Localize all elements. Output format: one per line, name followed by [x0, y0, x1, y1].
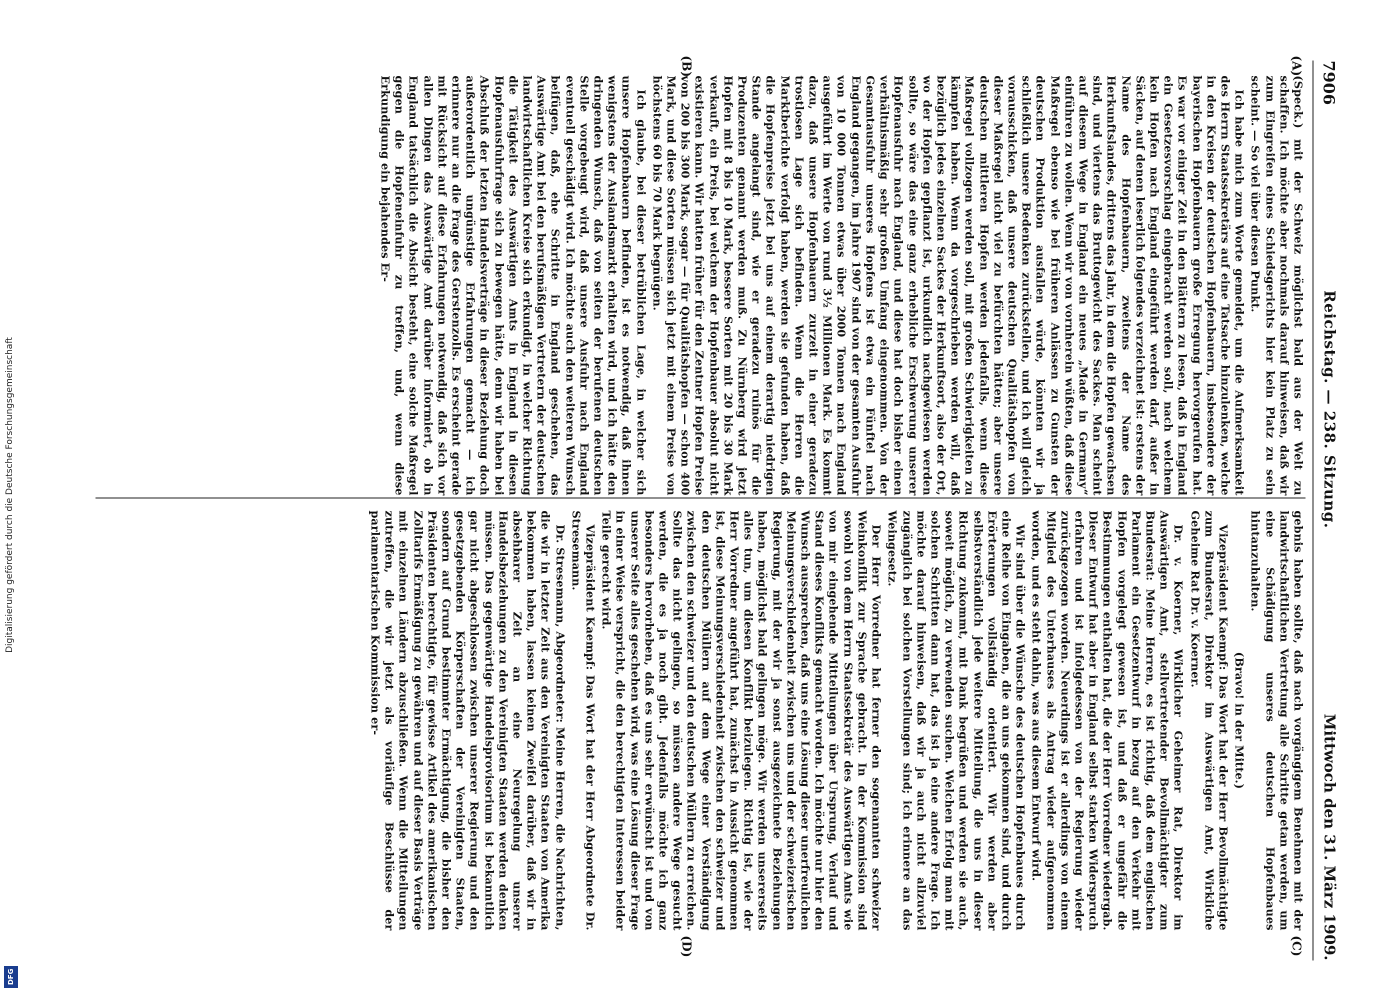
paragraph: (Speck.) mit der Schweiz möglichst bald aus der Welt zu schaffen. Ich möchte aber nochmals darauf hinweisen, daß wir zum Eingreifen eines Schiedsgerichts hier kein Platz zu sein scheint. — So viel über diesen Punkt. — [1248, 75, 1305, 495]
session-title: Reichstag. — 238. Sitzung. — [1320, 289, 1338, 528]
column-divider — [95, 497, 1305, 498]
session-date: Mittwoch den 31. März 1909. — [1320, 713, 1338, 960]
left-column — [376, 75, 1305, 495]
margin-marker-a: (A) — [1289, 55, 1303, 76]
digitization-notice — [0, 0, 22, 1000]
page-number: 7906 — [1319, 60, 1339, 105]
paragraph: Der Herr Vorredner hat ferner den sogenannten schweizer Weinkonflikt zur Sprache gebracht. In der Kommission sind sowohl von dem Herrn Staatssekretär des Auswärtigen Amts wie von mir eingehende Mitteilungen über Ursprung, Verlauf und Stand dieses Konflikts gemacht worden. Ich möchte nur hier den Wunsch aussprechen, daß uns eine Lösung dieser unerfreulichen Meinungsverschiedenheit zwischen uns und der schweizerischen Regierung, mit der wir ja sonst ausgezeichnete Beziehungen haben, möglichst bald gelingen möge. Wir werden unsererseits alles tun, um diesen Konflikt beizulegen. Richtig ist, wie der Herr Vorredner angeführt hat, zunächst in Aussicht genommen ist, diese Meinungsverschiedenheit zwischen den schweizer und den deutschen Müllern auf dem Wege einer Verständigung zwischen den schweizer und den deutschen Müllern zu erreichen. Sollte das nicht gelingen, so müssen andere Wege gesucht werden, die es ja noch gibt. Jedenfalls möchte ich ganz besonders hervorheben, daß es uns sehr erwünscht ist und von unserer Seite alles geschehen wird, was eine Lösung dieser Frage in einer Weise verspricht, die den berechtigten Interessen beider Teile gerecht wird. — [599, 510, 884, 930]
paragraph: Vizepräsident Kaempf: Das Wort hat der Herr Abgeordnete Dr. Stresemann. — [568, 510, 598, 930]
applause-note: (Bravo! in der Mitte.) — [1232, 651, 1247, 789]
paragraph: Dr. Stresemann, Abgeordneter: Meine Herren, die Nachrichten, die wir in letzter Zeit aus den Vereinigten Staaten von Amerika bekommen haben, lassen keinen Zweifel darüber, daß wir in absehbarer Zeit an eine Neuregelung unserer Handelsbeziehungen zu den Vereinigten Staaten werden denken müssen. Das gegenwärtige Handelsprovisorium ist bekanntlich gar nicht abgeschlossen zwischen unserer Regierung und den gesetzgebenden Körperschaften der Vereinigten Staaten, sondern auf Grund bestimmter Ermächtigung, die bisher den Präsidenten berechtigte, für gewisse Artikel des amerikanischen Zolltarifs Ermäßigung zu gewähren und auf dieser Basis Verträge mit einzelnen Ländern abzuschließen. Wenn die Mitteilungen zutreffen, die wir jetzt als vorläufige Beschlüsse der parlamentarischen Kommission er- — [368, 510, 567, 930]
margin-marker-c: (C) — [1289, 935, 1303, 956]
margin-marker-b: (B) — [679, 55, 693, 77]
header-rule — [1312, 60, 1313, 960]
paragraph: Ich habe mich zum Worte gemeldet, um die Aufmerksamkeit des Herrn Staatssekretärs auf eine Tatsache hinzulenken, welche in den Kreisen der deutschen Hopfenbauern, insbesondere der bayerischen Hopfenbauern große Erregung hervorgerufen hat. Es war vor einiger Zeit in den Blättern zu lesen, daß in England ein Gesetzesvorschlag eingebracht werden soll, nach welchem kein Hopfen nach England eingeführt werden darf, außer in Säcken, auf denen leserlich folgendes verzeichnet ist: erstens der Name des Hopfenbauern, zweitens der Name des Herkunftslandes, drittens das Jahr, in dem die Hopfen gewachsen sind, und viertens das Bruttogewicht des Sackes. Man scheint auf diesem Wege in England ein neues „Made in Germany“ einführen zu wollen. Wenn wir von vornherein wüßten, daß diese Maßregel ebenso wie bei früheren Anlässen zu Gunsten der deutschen Produktion ausfallen würde, könnten wir ja schließlich unsere Bedenken zurückstellen, und ich will gleich vorausschicken, daß unsere deutschen Qualitätshopfen von dieser Maßregel nicht viel zu befürchten hätten; aber unsere deutschen mittleren Hopfen werden jedenfalls, wenn diese Maßregel vollzogen werden soll, mit großen Schwierigkeiten zu kämpfen haben. Wenn da vorgeschrieben werden will, daß bezüglich jedes einzelnen Sackes der Herkunftsort, also der Ort, wo der Hopfen gepflanzt ist, urkundlich nachgewiesen werden sollte, so wäre das eine ganz erhebliche Erschwerung unserer Hopfenausfuhr nach England, und diese hat doch bisher einen verhältnismäßig sehr großen Umfang eingenommen. Von der Gesamtausfuhr unseres Hopfens ist etwa ein Fünftel nach England gegangen, im Jahre 1907 sind von der gesamten Ausfuhr von 10 000 Tonnen etwas über 2000 Tonnen nach England ausgeführt im Werte von rund 3½ Millionen Mark. Es kommt dazu, daß unsere Hopfenbauern zurzeit in einer geradezu trostlosen Lage sich befinden. Wenn die Herren die Marktberichte verfolgt haben, werden sie gefunden haben, daß die Hopfenpreise jetzt bei uns auf einem derartig niedrigen Stande angelangt sind, wie er geradezu ruinös für die Produzenten genannt werden muß. Zu Nürnberg wird jetzt Hopfen mit 8 bis 10 Mark, bessere Sorten mit 20 bis 30 Mark verkauft, ein Preis, bei welchem der Hopfenbauer absolut nicht existieren kann. Wir hatten früher für den Zentner Hopfen Preise von 200 bis 300 Mark, sogar — für Qualitätshopfen — schon 400 Mark, und diese Sorten müssen sich jetzt mit einem Preise von höchstens 60 bis 70 Mark begnügen. — [649, 75, 1247, 495]
page-header — [1315, 60, 1343, 960]
paragraph: Vizepräsident Kaempf: Das Wort hat der Herr Bevollmächtigte zum Bundesrat, Direktor im Auswärtigen Amt, Wirkliche Geheime Rat Dr. v. Koerner. — [1187, 510, 1230, 930]
paragraph: Ich glaube, bei dieser betrüblichen Lage, in welcher sich unsere Hopfenbauern befinden, ist es notwendig, daß ihnen wenigstens der Auslandsmarkt erhalten wird, und ich hätte den dringenden Wunsch, daß von seiten der berufenen deutschen Stelle vorgebeugt wird, daß unsere Ausfuhr nach England eventuell geschädigt wird. Ich möchte auch den weiteren Wunsch beifügen, daß, ehe Schritte in England geschehen, das Auswärtige Amt bei den berufsmäßigen Vertretern der deutschen landwirtschaftlichen Kreise sich erkundigt, in welcher Richtung die Tätigkeit des Auswärtigen Amts in England in diesen Hopfenausfuhrfrage sich zu bewegen hätte, denn wir haben bei Abschluß der letzten Handelsverträge in dieser Beziehung doch außerordentlich ungünstige Erfahrungen gemacht — ich erinnere nur an die Frage des Gerstenzolls. Es erscheint gerade mit Rücksicht auf diese Erfahrungen notwendig, daß sich vor allen Dingen das Auswärtige Amt darüber informiert, ob in England tatsächlich die Absicht besteht, eine solche Maßregel gegen die Hopfeneinfuhr zu treffen, und, wenn diese Erkundigung ein bejahendes Er- — [378, 75, 648, 495]
dfg-logo: DFG — [4, 966, 18, 988]
right-column — [366, 510, 1305, 930]
funding-notice: Digitalisierung gefördert durch die Deutsche Forschungsgemeinschaft — [5, 337, 15, 653]
paragraph: gebnis haben sollte, daß nach vorgängigem Benehmen mit der landwirtschaftlichen Vertretung alle Schritte getan werden, um eine Schädigung unseres deutschen Hopfenbaues hintanzuhalten. — [1248, 510, 1305, 930]
margin-marker-d: (D) — [679, 935, 693, 957]
paragraph: Wir sind über die Wünsche des deutschen Hopfenbaues durch eine Reihe von Eingaben, die an uns gekommen sind, und durch Erörterungen vollständig orientiert. Wir werden aber selbstverständlich jede weitere Mitteilung, die uns in dieser Richtung zukommt, mit Dank begrüßen und werden sie auch, soweit möglich, zu verwenden suchen. Welchen Erfolg man mit solchen Schritten dann hat, das ist ja eine andere Frage. Ich möchte darauf hinweisen, daß wir ja auch nicht allzuviel zugänglich bei solchen Vorstellungen sind; ich erinnere an das Weingesetz. — [885, 510, 1028, 930]
paragraph: Dr. v. Koerner, Wirklicher Geheimer Rat, Direktor im Auswärtigen Amt, stellvertretender Bevollmächtigter zum Bundesrat: Meine Herren, es ist richtig, daß dem englischen Parlament ein Gesetzentwurf in bezug auf den Verkehr mit Hopfen vorgelegt gewesen ist, und daß er ungefähr die Bestimmungen enthalten hat, die der Herr Vorredner wiedergab. Dieser Entwurf hat aber in England selbst starken Widerspruch erfahren und ist infolgedessen von der Regierung wieder zurückgezogen worden. Neuerdings ist er allerdings von einem Mitglied des Unterhauses als Antrag wieder aufgenommen worden, und es steht dahin, was aus diesem Entwurf wird. — [1029, 510, 1186, 930]
